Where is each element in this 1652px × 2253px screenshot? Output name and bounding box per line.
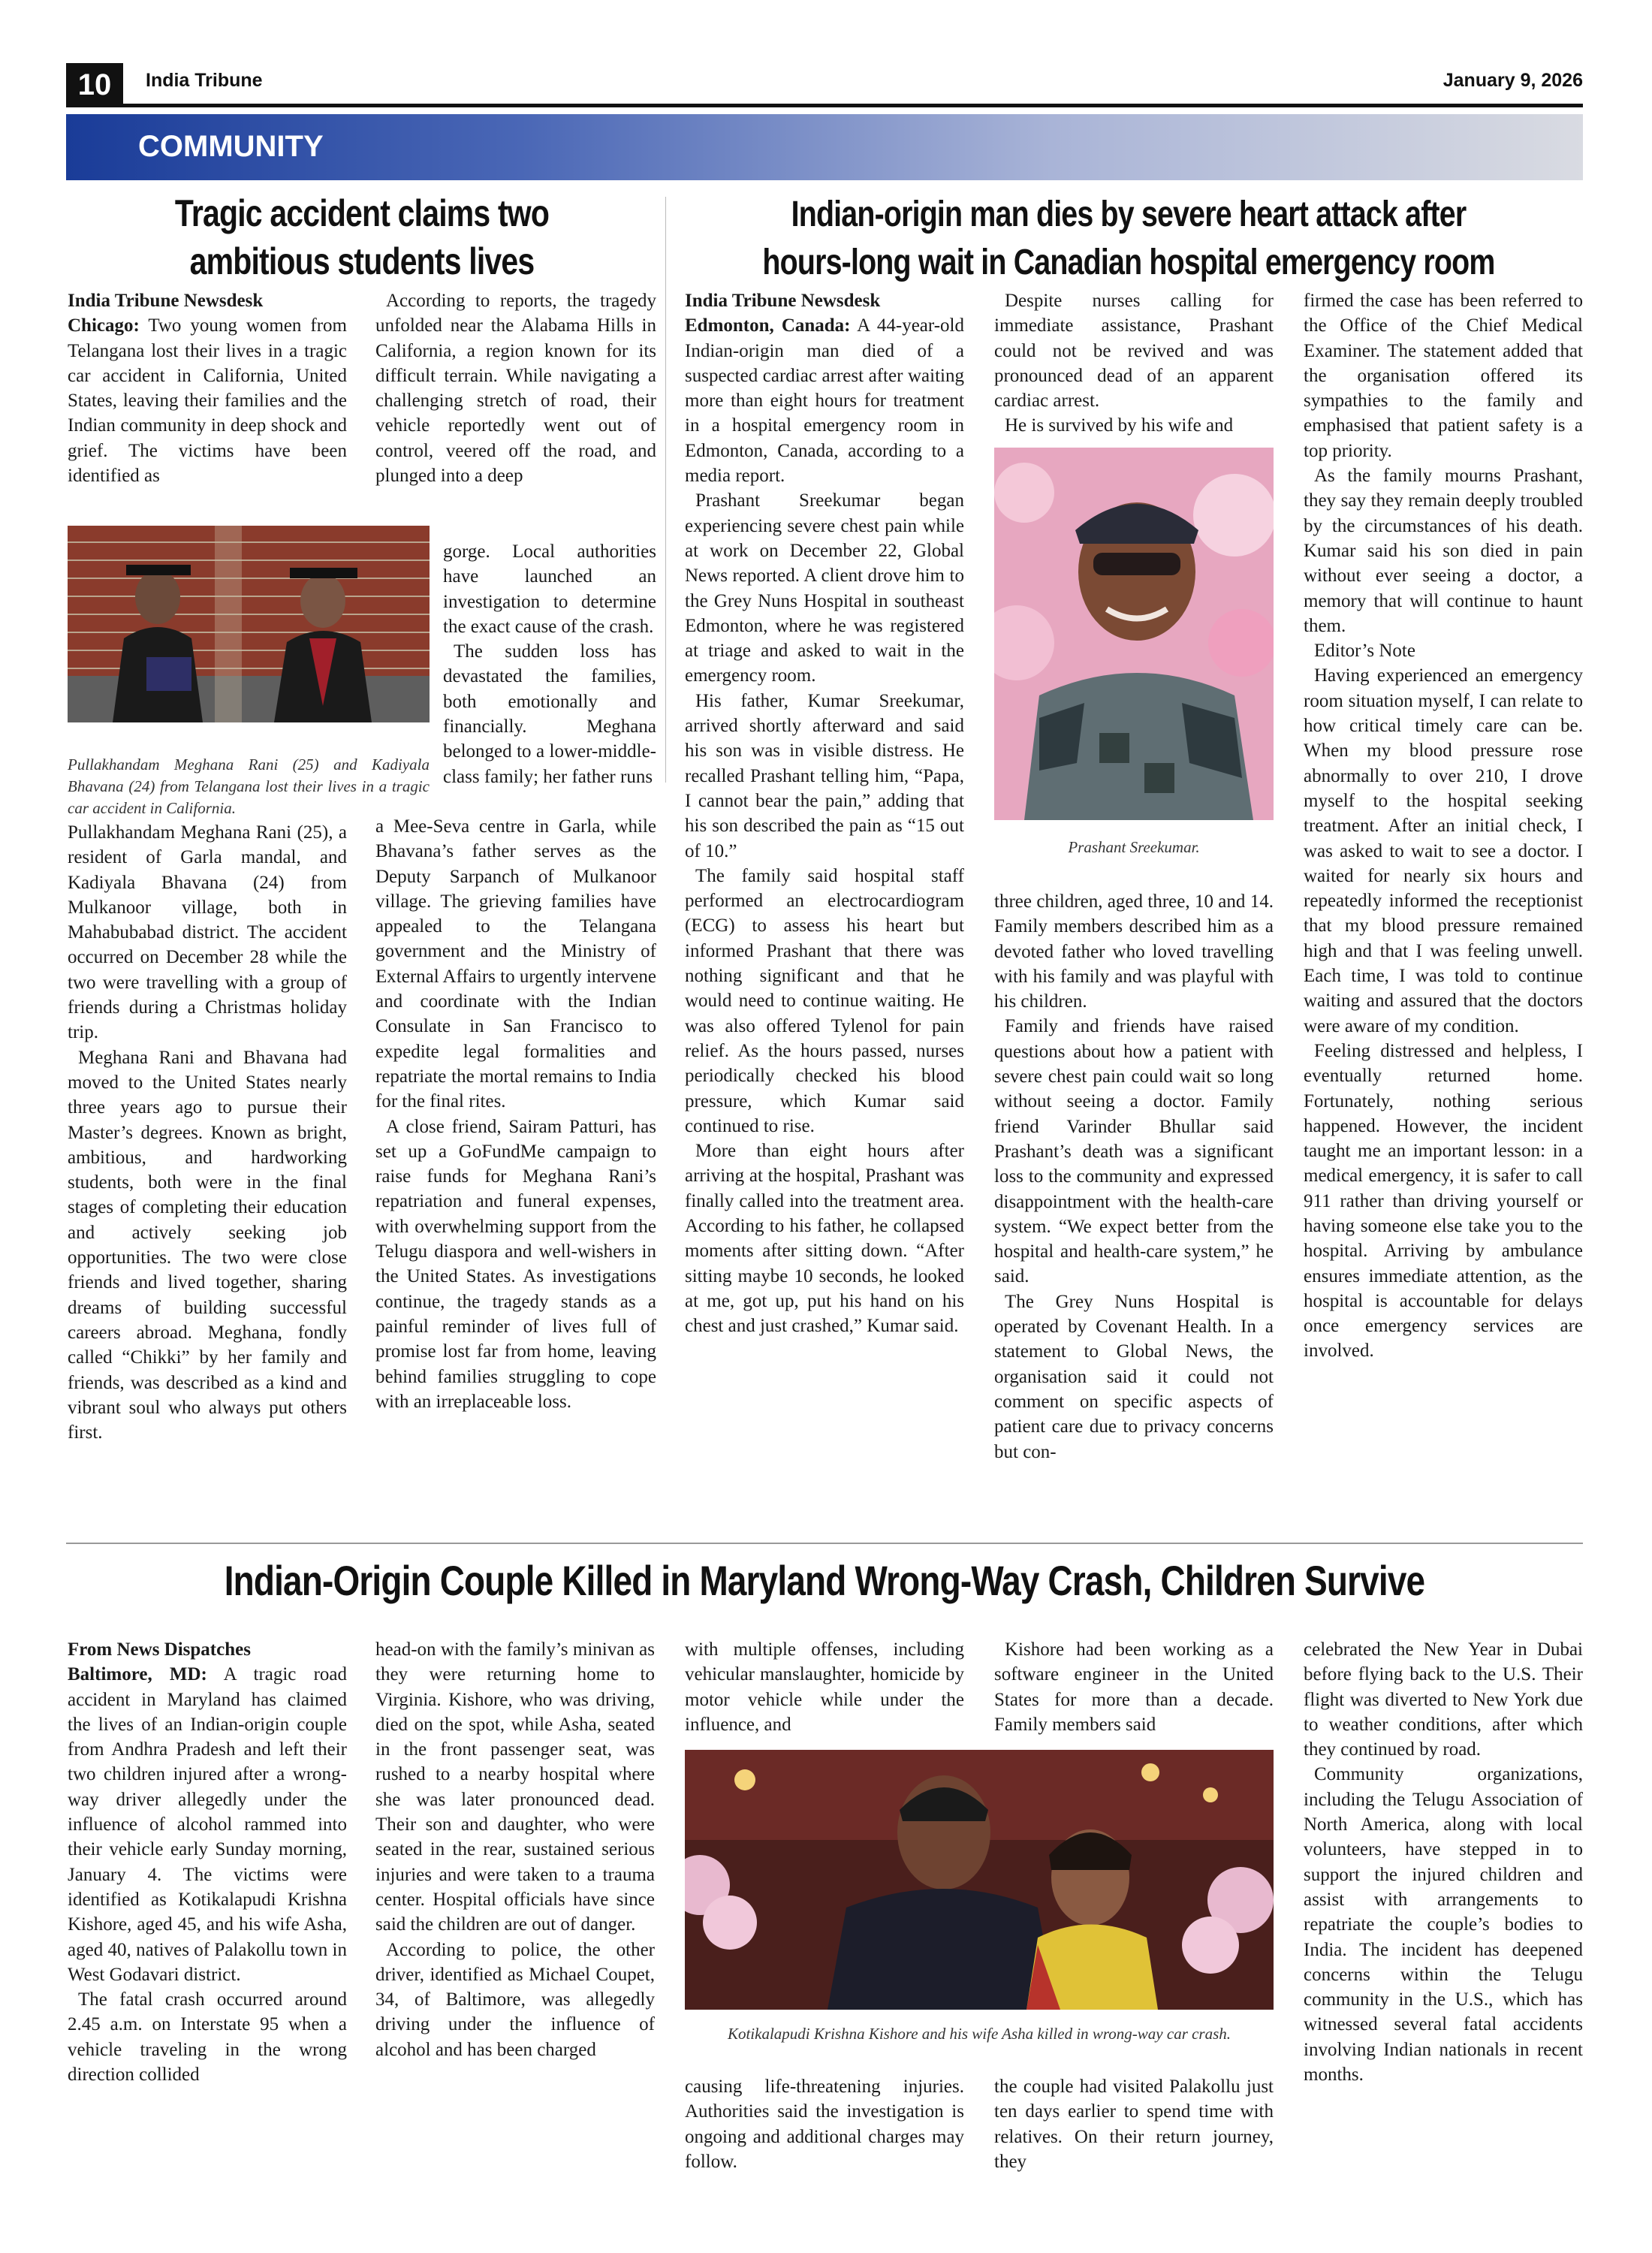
article3-column3-bottom xyxy=(685,2074,964,2174)
article2-byline: India Tribune Newsdesk xyxy=(685,291,881,311)
article3-column5 xyxy=(1304,1637,1583,2087)
article2-dateline: Edmonton, Canada: xyxy=(685,315,851,336)
article3-dateline: Baltimore, MD: xyxy=(68,1664,207,1685)
article1-paragraph: The sudden loss has devastated the families, both emotionally and financially. Meghana belonged to a lower-middle-class family; her father runs xyxy=(443,641,656,787)
issue-date: January 9, 2026 xyxy=(1442,70,1583,91)
article2-column3 xyxy=(1304,288,1583,1364)
article1-column2-bottom xyxy=(375,814,656,1414)
article2-paragraph: More than eight hours after arriving at the hospital, Prashant was finally called into the treatment area. According to his father, he collapsed moments after sitting down. “After sitting maybe 10 seconds, he looked at me, got up, put his hand on his chest and just crashed,” Kumar said. xyxy=(685,1141,964,1337)
article2-paragraph: The Grey Nuns Hospital is operated by Covenant Health. In a statement to Global News, the organisation said it could not comment on specific aspects of patient care due to privacy concerns but con- xyxy=(994,1291,1274,1462)
article2-paragraph: Having experienced an emergency room situation myself, I can relate to how critical timely care can be. When my blood pressure rose abnormally to over 210, I drove myself to the hospital seeking treatment. After an initial check, I was asked to wait to see a doctor. I waited for nearly six hours and repeatedly informed the receptionist that my blood pressure remained high and that I was feeling unwell. Each time, I was told to continue waiting and assured that the doctors were aware of my condition. xyxy=(1304,665,1583,1036)
article1-paragraph: gorge. Local authorities have launched an investigation to determine the exact cause of the crash. xyxy=(443,541,656,637)
header-rule xyxy=(66,104,1583,107)
column-divider xyxy=(665,197,666,783)
article2-paragraph: Family and friends have raised questions about how a patient with severe chest pain could wait so long without seeing a doctor. Family friend Varinder Bhullar said Prashant’s death was a significant loss to the community and expressed disappointment with the health-care system. “We expect better from the hospital and health-care system,” he said. xyxy=(994,1016,1274,1287)
article1-paragraph: A close friend, Sairam Patturi, has set up a GoFundMe campaign to raise funds for Meghana Rani’s repatriation and funeral expenses, with overwhelming support from the Telugu diaspora and well-wishers in the United States. As investigations continue, the tragedy stands as a painful reminder of lives full of promise lost far from home, leaving behind families struggling to cope with an irreplaceable loss. xyxy=(375,1116,656,1412)
article2-paragraph: firmed the case has been referred to the Office of the Chief Medical Examiner. The statement added that the organisation offered its sympathies to the family and emphasised that patient safety is a top priority. xyxy=(1304,291,1583,461)
editors-note-label: Editor’s Note xyxy=(1314,641,1415,662)
article3-paragraph: with multiple offenses, including vehicular manslaughter, homicide by motor vehicle while under the influence, and xyxy=(685,1639,964,1735)
article3-headline: Indian-Origin Couple Killed in Maryland Wrong-Way Crash, Children Survive xyxy=(224,1557,1425,1604)
article1-column2-wrap xyxy=(443,539,656,789)
article3-paragraph: head-on with the family’s minivan as they were returning home to Virginia. Kishore, who was driving, died on the spot, while Asha, seated in the front passenger seat, was rushed to a nearby hospital where she was later pronounced dead. Their son and daughter, who were seated in the rear, sustained serious injuries and were taken to a trauma center. Hospital officials have since said the children are out of danger. xyxy=(375,1639,655,1935)
students-photo xyxy=(68,526,430,722)
article1-headline: Tragic accident claims two ambitious students lives xyxy=(174,192,550,282)
section-title: COMMUNITY xyxy=(138,130,324,163)
article3-paragraph: causing life-threatening injuries. Authorities said the investigation is ongoing and additional charges may follow. xyxy=(685,2077,964,2172)
article2-paragraph: A 44-year-old Indian-origin man died of a suspected cardiac arrest after waiting more than eight hours for treatment in a hospital emergency room in Edmonton, Canada, according to a media report. xyxy=(685,315,964,487)
couple-photo-caption: Kotikalapudi Krishna Kishore and his wife Asha killed in wrong-way car crash. xyxy=(727,2025,1231,2043)
article3-paragraph: the couple had visited Palakollu just ten days earlier to spend time with relatives. On their return journey, they xyxy=(994,2077,1274,2172)
article2-column1 xyxy=(685,288,964,1338)
article2-column2-top xyxy=(994,288,1274,439)
article1-paragraph: According to reports, the tragedy unfolded near the Alabama Hills in California, a region known for its difficult terrain. While navigating a challenging stretch of road, their vehicle reportedly went out of control, veered off the road, and plunged into a deep xyxy=(375,291,656,487)
article2-headline: Indian-origin man dies by severe heart attack after hours-long wait in Canadian hospital emergency room xyxy=(762,195,1495,282)
article1-intro: Two young women from Telangana lost their lives in a tragic car accident in California, United States, leaving their families and the Indian community in deep shock and grief. The victims have been identified as xyxy=(68,315,347,487)
prashant-photo xyxy=(994,448,1274,820)
article3-column2 xyxy=(375,1637,655,2062)
article1-paragraph: Pullakhandam Meghana Rani (25), a resident of Garla mandal, and Kadiyala Bhavana (24) from Mulkanoor village, both in Mahabubabad district. The accident occurred on December 28 while the two were travelling with a group of friends during a Christmas holiday trip. xyxy=(68,822,347,1043)
article3-paragraph: According to police, the other driver, identified as Michael Coupet, 34, of Baltimore, was allegedly driving under the influence of alcohol and has been charged xyxy=(375,1939,655,2060)
article1-column1-bottom xyxy=(68,820,347,1445)
article2-column2-bottom xyxy=(994,889,1274,1464)
article2-paragraph: Prashant Sreekumar began experiencing severe chest pain while at work on December 22, Global News reported. A client drove him to the Grey Nuns Hospital in southeast Edmonton, where he was registered at triage and asked to wait in the emergency room. xyxy=(685,490,964,686)
article3-paragraph: Community organizations, including the Telugu Association of North America, along with local volunteers, have stepped in to support the injured children and assist with arrangements to repatriate the couple’s bodies to India. The incident has deepened concerns within the Telugu community in the U.S., which has witnessed several fatal accidents involving Indian nationals in recent months. xyxy=(1304,1764,1583,2086)
article3-column1 xyxy=(68,1637,347,2087)
prashant-photo-caption: Prashant Sreekumar. xyxy=(1068,838,1200,856)
students-photo-caption: Pullakhandam Meghana Rani (25) and Kadiyala Bhavana (24) from Telangana lost their lives in a tragic car accident in California. xyxy=(68,756,430,817)
article1-dateline: Chicago: xyxy=(68,315,140,336)
article2-paragraph: three children, aged three, 10 and 14. Family members described him as a devoted father who loved travelling with his family and was playful with his children. xyxy=(994,891,1274,1012)
article3-paragraph: The fatal crash occurred around 2.45 a.m. on Interstate 95 when a vehicle traveling in the wrong direction collided xyxy=(68,1989,347,2086)
article2-paragraph: He is survived by his wife and xyxy=(1005,415,1234,436)
article2-paragraph: Despite nurses calling for immediate assistance, Prashant could not be revived and was pronounced dead of an apparent cardiac arrest. xyxy=(994,291,1274,412)
article1-paragraph: a Mee-Seva centre in Garla, while Bhavana’s father serves as the Deputy Sarpanch of Mulkanoor village. The grieving families have appealed to the Telangana government and the Ministry of External Affairs to urgently intervene and coordinate with the Indian Consulate in San Francisco to expedite legal formalities and repatriate the mortal remains to India for the final rites. xyxy=(375,816,656,1112)
publication-name: India Tribune xyxy=(146,70,263,91)
article3-column4-bottom xyxy=(994,2074,1274,2174)
article1-paragraph: Meghana Rani and Bhavana had moved to the United States nearly three years ago to pursue their Master’s degrees. Known as bright, ambitious, and hardworking students, both were in the final stages of completing their education and actively seeking job opportunities. The two were close friends and lived together, sharing dreams of building successful careers abroad. Meghana, fondly called “Chikki” by her family and friends, was described as a kind and vibrant soul who always put others first. xyxy=(68,1047,347,1443)
article3-paragraph: Kishore had been working as a software engineer in the United States for more than a decade. Family members said xyxy=(994,1639,1274,1735)
article1-byline: India Tribune Newsdesk xyxy=(68,291,264,311)
article2-paragraph: Feeling distressed and helpless, I eventually returned home. Fortunately, nothing serious happened. However, the incident taught me an important lesson: in a medical emergency, it is safer to call 911 rather than driving yourself or having someone else take you to the hospital. Arriving by ambulance ensures immediate attention, as the hospital is accountable for delays once emergency services are involved. xyxy=(1304,1040,1583,1362)
article3-column4-top xyxy=(994,1637,1274,1737)
section-banner xyxy=(66,114,1583,180)
article3-byline: From News Dispatches xyxy=(68,1639,251,1660)
article2-paragraph: The family said hospital staff performed an electrocardiogram (ECG) to assess his heart but informed Prashant that there was nothing significant and that he would need to continue waiting. He was also offered Tylenol for pain relief. As the hours passed, nurses periodically checked his blood pressure, which Kumar said continued to rise. xyxy=(685,865,964,1136)
section-divider xyxy=(66,1543,1583,1544)
article2-paragraph: As the family mourns Prashant, they say they remain deeply troubled by the circumstances of his death. Kumar said his son died in pain without ever seeing a doctor, a memory that will continue to haunt them. xyxy=(1304,466,1583,636)
article3-paragraph: A tragic road accident in Maryland has claimed the lives of an Indian-origin couple from Andhra Pradesh and left their two children injured after a wrong-way driver allegedly under the influence of alcohol rammed into their vehicle early Sunday morning, January 4. The victims were identified as Kotikalapudi Krishna Kishore, aged 45, and his wife Asha, aged 40, natives of Palakollu town in West Godavari district. xyxy=(68,1664,347,1985)
article1-column2-top xyxy=(375,288,656,488)
article3-paragraph: celebrated the New Year in Dubai before flying back to the U.S. Their flight was diverted to New York due to weather conditions, after which they continued by road. xyxy=(1304,1639,1583,1760)
article2-paragraph: His father, Kumar Sreekumar, arrived shortly afterward and said his son was in visible distress. He recalled Prashant telling him, “Papa, I cannot bear the pain,” adding that his son described the pain as “15 out of 10.” xyxy=(685,690,964,861)
article3-column3-top xyxy=(685,1637,964,1737)
page-number: 10 xyxy=(66,63,123,107)
couple-photo xyxy=(685,1750,1274,2010)
article1-column1-top xyxy=(68,288,347,488)
